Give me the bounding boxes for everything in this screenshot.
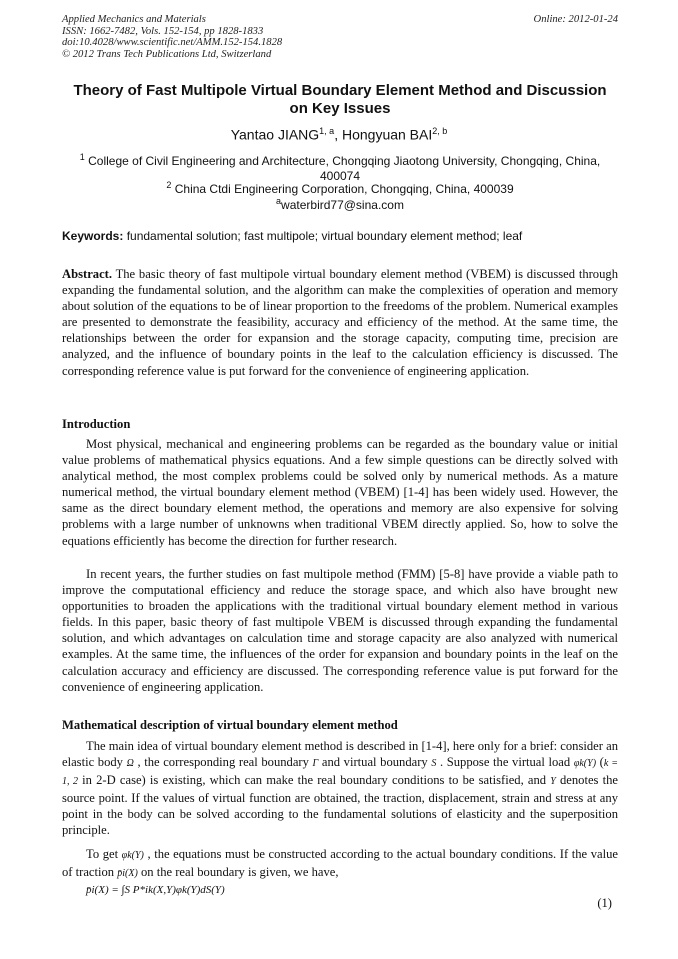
email-line bbox=[62, 194, 618, 213]
omega-symbol: Ω bbox=[126, 758, 134, 770]
author-1-sup: 1, a bbox=[319, 126, 335, 136]
abstract-text: The basic theory of fast multipole virtual boundary element method (VBEM) is discussed through expanding the fundamental solution, and the algorithm can make the complexities of operation and memory about solution of the equations to be of linear proportion to the freedoms of the problem. Numerical examples are presented to demonstrate the feasibility, accuracy and efficiency of the method. At the same time, the relationships between the order for expansion and the storage capacity, computing time, precision are analyzed, and the influence of boundary points in the leaf to the calculation efficiency is discussed. The corresponding reference value is put forward for the convenience of engineering application. bbox=[62, 267, 618, 378]
abstract-label: Abstract. bbox=[62, 267, 113, 281]
doi-line: doi:10.4028/www.scientific.net/AMM.152-154.1828 bbox=[62, 37, 283, 49]
text-run: and virtual boundary bbox=[318, 755, 432, 770]
author-2: Hongyuan BAI bbox=[341, 126, 433, 143]
abstract bbox=[62, 266, 618, 379]
introduction-paragraph-1: Most physical, mechanical and engineering problems can be regarded as the boundary value or initial value problems of mathematical physics equations. And a few simple questions can be directly solved with analytical method, the most complex problems could be solved only by numerical methods. As a mature numerical method, the virtual boundary element method (VBEM) [1-4] has been widely used. However, the same as the direct boundary element method, the operations and memory are also expensive for solving problems with a large number of unknowns when traditional VBEM directly applied. So, how to solve the equations efficiently has become the direction for further research. bbox=[62, 437, 618, 548]
keywords bbox=[62, 229, 618, 244]
text-run: denotes the source point. If the values of virtual function are obtained, the traction, displacement, strain and stress at any point in the body can be solved according to the fundamental solutions of elasticity and the superposition principle. bbox=[62, 773, 619, 838]
equation-1: p̄i(X) = ∫S P*ik(X,Y)φk(Y)dS(Y) bbox=[86, 884, 225, 896]
gamma-symbol: Γ bbox=[312, 758, 319, 770]
text-run: in 2-D case) is existing, which can make the real boundary conditions to be satisfied, and bbox=[78, 773, 551, 788]
paper-title: Theory of Fast Multipole Virtual Boundary Element Method and Discussion on Key Issues bbox=[73, 82, 607, 117]
affiliation-2-number: 2 bbox=[166, 180, 172, 190]
s-symbol: S bbox=[431, 758, 437, 770]
text-run: , the equations must be constructed according to the actual boundary conditions. If the value of traction bbox=[62, 847, 618, 880]
traction-symbol: p̄i(X) bbox=[117, 868, 138, 880]
email-address[interactable]: waterbird77@sina.com bbox=[281, 198, 404, 212]
introduction-heading: Introduction bbox=[62, 417, 131, 431]
text-run: To get bbox=[86, 847, 122, 861]
equation-1-number: (1) bbox=[597, 896, 612, 910]
section-2-heading: Mathematical description of virtual boundary element method bbox=[62, 718, 398, 732]
phi-symbol: φk(Y) bbox=[573, 758, 597, 770]
copyright-line: © 2012 Trans Tech Publications Ltd, Switzerland bbox=[62, 48, 272, 60]
affiliation-1-number: 1 bbox=[79, 152, 85, 162]
author-2-sup: 2, b bbox=[432, 126, 448, 136]
author-line bbox=[0, 122, 678, 144]
phi-symbol-2: φk(Y) bbox=[121, 850, 144, 861]
introduction-paragraph-2: In recent years, the further studies on fast multipole method (FMM) [5-8] have provide a viable path to improve the computational efficiency and reduce the storage space, and which also have brought new opportunities to broaden the applications with the traditional virtual boundary element method in various fields. In this paper, basic theory of fast multipole VBEM is discussed through expanding the fundamental solution, and which advantages on calculation time and storage capacity are also analyzed with numerical examples. At the same time, the influences of the order for expansion and boundary points in the leaf on the calculation accuracy and efficiency are discussed. The corresponding reference value is put forward for the convenience of engineering application. bbox=[62, 567, 618, 694]
author-1: Yantao JIANG bbox=[230, 126, 320, 143]
text-run: on the real boundary is given, we have, bbox=[137, 865, 339, 880]
keywords-text: fundamental solution; fast multipole; virtual boundary element method; leaf bbox=[123, 229, 523, 243]
email-sup: a bbox=[276, 196, 282, 206]
journal-header bbox=[62, 14, 618, 60]
affiliation-1-text: College of Civil Engineering and Architecture, Chongqing Jiaotong University, Chongqing, China, 400074 bbox=[84, 154, 601, 183]
text-run: The main idea of virtual boundary element method is described in [1-4], here only for a brief: consider an elastic body bbox=[62, 739, 618, 770]
y-symbol: Y bbox=[550, 776, 556, 788]
issn-line: ISSN: 1662-7482, Vols. 152-154, pp 1828-1833 bbox=[62, 25, 264, 37]
text-run: . Suppose the virtual load bbox=[436, 755, 574, 770]
journal-name: Applied Mechanics and Materials bbox=[62, 14, 206, 25]
section-2-paragraph-2 bbox=[62, 846, 618, 882]
author-separator: , bbox=[334, 126, 342, 143]
section-2-paragraph-1 bbox=[62, 738, 618, 839]
affiliation-2-text: China Ctdi Engineering Corporation, Chongqing, China, 400039 bbox=[171, 182, 514, 196]
text-run: ( bbox=[596, 755, 604, 770]
keywords-label: Keywords: bbox=[62, 229, 124, 243]
k-range-symbol: k = 1, 2 bbox=[62, 758, 618, 788]
online-date: Online: 2012-01-24 bbox=[533, 14, 618, 25]
text-run: , the corresponding real boundary bbox=[133, 755, 313, 770]
